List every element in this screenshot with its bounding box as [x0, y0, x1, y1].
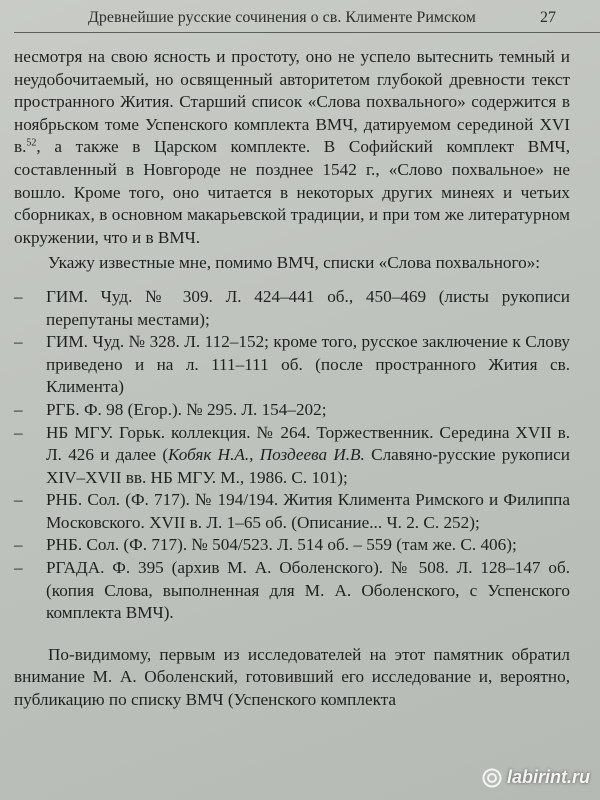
list-item-text: РНБ. Сол. (Ф. 717). № 194/194. Жития Климента Римского и Филиппа Московского. XVII в. Л. 1–65 об. (Описание... Ч. 2. С. 252); [46, 490, 570, 532]
list-dash: – [14, 399, 23, 419]
list-dash: – [14, 332, 23, 352]
paragraph-1-part-a: несмотря на свою ясность и простоту, оно не успело вытеснить темный и неудобочитаемый, но освященный авторитетом глубокой древности текст пространного Жития. Старший список «Слова похвального» содержится в ноябрьском томе Успенского комплекта ВМЧ, датируемом серединой XVI в. [14, 47, 570, 157]
list-item [14, 422, 570, 490]
list-dash: – [14, 286, 23, 306]
list-item-text: РГБ. Ф. 98 (Егор.). № 295. Л. 154–202; [46, 399, 327, 419]
watermark [482, 767, 590, 788]
list-item-text: Славяно-русские рукописи XIV–XVII вв. НБ МГУ. М., 1986. С. 101); [46, 445, 570, 487]
paragraph-1 [14, 46, 570, 249]
list-item [14, 399, 570, 422]
list-item-text: ГИМ. Чуд. № 309. Л. 424–441 об., 450–469 (листы рукописи перепутаны местами); [46, 286, 570, 329]
manuscript-list [14, 286, 570, 625]
list-dash: – [14, 490, 23, 510]
page-number: 27 [540, 9, 556, 26]
list-item-text: ГИМ. Чуд. № 328. Л. 112–152; кроме того, русское заключение к Слову приведено и на л. 111–111 об. (после пространного Жития св. Климента) [46, 332, 570, 397]
list-dash: – [14, 535, 23, 555]
footnote-reference[interactable]: 52 [26, 137, 37, 149]
list-item [14, 557, 570, 625]
spacer [14, 625, 570, 641]
list-item [14, 331, 570, 399]
list-item [14, 534, 570, 557]
paragraph-1-part-b: , а также в Царском комплекте. В Софийский комплект ВМЧ, составленный в Новгороде не позднее 1542 г., «Слово похвальное» не вошло. Кроме того, оно читается в некоторых других минеях и четьих сборниках, в основном макарьевской традиции, и при том же литературном окружении, что и в ВМЧ. [14, 137, 570, 247]
list-item-text: НБ МГУ. Горьк. коллекция. № 264. Торжественник. Середина XVII в. Л. 426 и далее ( [46, 422, 570, 465]
list-item [14, 286, 570, 331]
running-title: Древнейшие русские сочинения о св. Клименте Римском [88, 9, 476, 26]
list-item-authors: Кобяк Н.А., Поздеева И.В. [168, 445, 365, 465]
list-item [14, 489, 570, 534]
watermark-text: labirint.ru [506, 767, 590, 787]
list-item-text: РГАДА. Ф. 395 (архив М. А. Оболенского). № 508. Л. 128–147 об. (копия Слова, выполненная для М. А. Оболенского, с Успенского комплекта ВМЧ). [46, 558, 570, 623]
paragraph-2: Укажу известные мне, помимо ВМЧ, списки «Слова похвального»: [48, 253, 541, 273]
list-dash: – [14, 558, 23, 578]
header-rule [14, 32, 600, 33]
list-item-text: РНБ. Сол. (Ф. 717). № 504/523. Л. 514 об. – 559 (там же. С. 406); [46, 535, 517, 555]
body-text [14, 46, 570, 712]
list-dash: – [14, 422, 23, 442]
labirint-logo-icon [482, 768, 502, 788]
paragraph-3: По-видимому, первым из исследователей на этот памятник обратил внимание М. А. Оболенский, готовивший его исследование и, вероятно, публикацию по списку ВМЧ (Успенского комплекта [14, 644, 570, 710]
running-head [0, 6, 600, 30]
